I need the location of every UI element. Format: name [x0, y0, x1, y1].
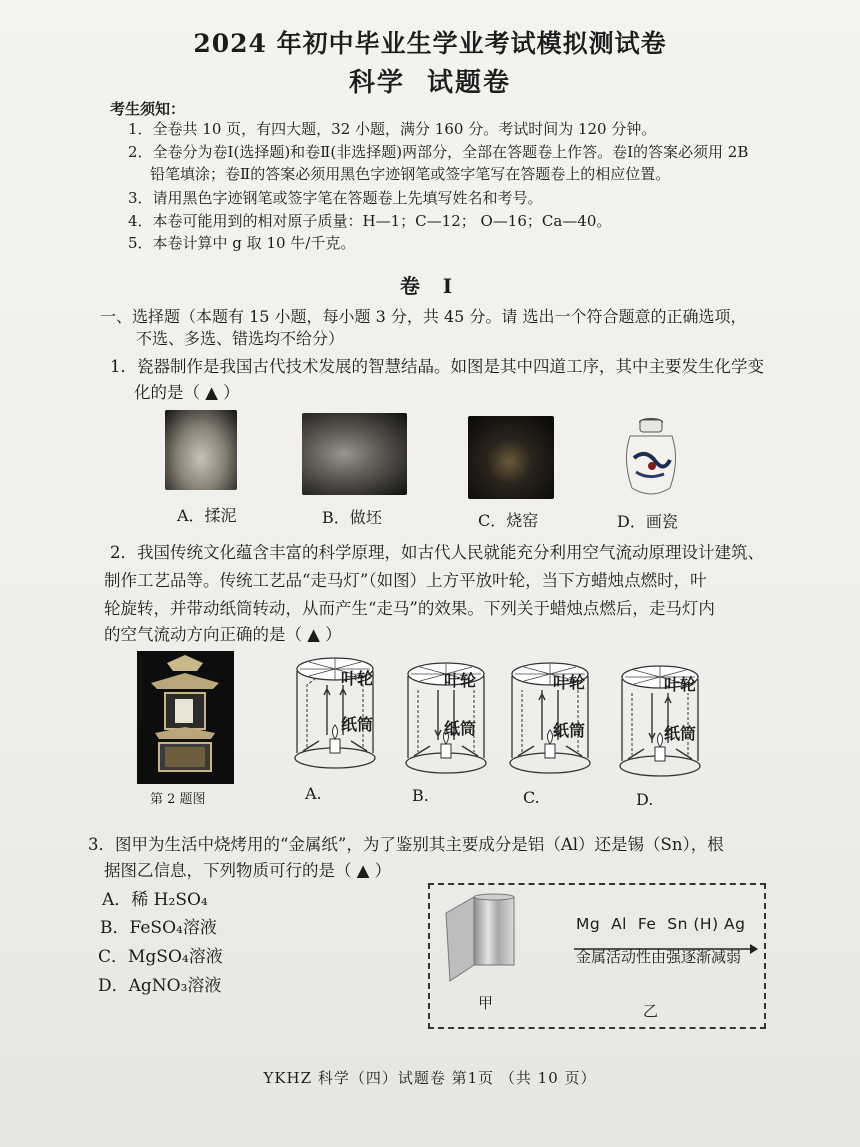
wheel-label-c: 叶轮: [553, 673, 586, 692]
section-heading: 一、选择题（本题有 15 小题，每小题 3 分，共 45 分。请 选出一个符合题意的正确选项，: [100, 307, 747, 326]
activity-caption: 金属活动性由强逐渐减弱: [576, 948, 742, 966]
q2-text: 2．我国传统文化蕴含丰富的科学原理，如古代人民就能充分利用空气流动原理设计建筑、: [110, 543, 764, 562]
wheel-label-d: 叶轮: [664, 675, 697, 694]
q3-text-cont: 据图乙信息，下列物质可行的是（ ▲ ）: [104, 861, 392, 880]
q2-text-cont: 轮旋转，并带动纸筒转动，从而产生“走马”的效果。下列关于蜡烛点燃后，走马灯内: [104, 599, 715, 618]
q3-option-d: D．AgNO₃溶液: [98, 976, 222, 996]
figure-yi-label: 乙: [643, 1002, 659, 1020]
q1-option-b: B．做坯: [322, 508, 382, 527]
section-heading-cont: 不选、多选、错选均不给分）: [136, 329, 345, 348]
q1-option-c: C．烧窑: [478, 511, 539, 530]
q2-option-d: D.: [636, 790, 654, 809]
q3-option-c: C．MgSO₄溶液: [98, 947, 223, 967]
tube-label-a: 纸筒: [341, 715, 374, 734]
q1-option-a: A．揉泥: [177, 506, 237, 525]
q3-text: 3．图甲为生活中烧烤用的“金属纸”，为了鉴别其主要成分是铝（Al）还是锡（Sn），根: [88, 835, 724, 854]
wheel-label-b: 叶轮: [444, 671, 477, 690]
section-title: 卷 Ⅰ: [399, 274, 461, 298]
q3-option-a: A．稀 H₂SO₄: [102, 890, 208, 910]
kiln-photo: [468, 416, 554, 499]
page-footer: YKHZ 科学（四）试题卷 第1页 （共 10 页）: [263, 1069, 597, 1087]
q2-text-cont: 的空气流动方向正确的是（ ▲ ）: [104, 625, 342, 644]
lantern-photo: [137, 651, 234, 784]
notice-heading: 考生须知：: [110, 100, 186, 118]
exam-subtitle: [0, 62, 860, 99]
q3-option-b: B．FeSO₄溶液: [100, 918, 217, 938]
q1-text: 1．瓷器制作是我国古代技术发展的智慧结晶。如图是其中四道工序，其中主要发生化学变: [110, 357, 764, 376]
q2-option-b: B.: [412, 786, 429, 805]
foil-roll-icon: [440, 893, 520, 989]
notice-item: 4．本卷可能用到的相对原子质量：H—1；C—12； O—16；Ca—40。: [128, 212, 612, 230]
notice-item: 3．请用黑色字迹钢笔或签字笔在答题卷上先填写姓名和考号。: [128, 189, 543, 207]
activity-series: Mg Al Fe Sn (H) Ag: [576, 915, 746, 933]
notice-item: 5．本卷计算中 g 取 10 牛/千克。: [128, 234, 356, 252]
tube-label-c: 纸筒: [553, 721, 586, 740]
kneading-photo: [165, 410, 237, 490]
q2-option-c: C.: [523, 788, 540, 807]
wheel-label-a: 叶轮: [341, 669, 374, 688]
shaping-photo: [302, 413, 407, 495]
figure-jia-label: 甲: [478, 994, 494, 1012]
q2-option-a: A.: [305, 784, 322, 803]
notice-item: 1．全卷共 10 页，有四大题，32 小题，满分 160 分。考试时间为 120 分钟。: [128, 120, 657, 138]
tube-label-d: 纸筒: [664, 724, 697, 743]
q1-option-d: D．画瓷: [617, 512, 678, 531]
notice-item: 铅笔填涂；卷Ⅱ的答案必须用黑色字迹钢笔或签字笔写在答题卷上的相应位置。: [150, 165, 671, 183]
subject-label: 科学: [348, 68, 405, 98]
tube-label-b: 纸筒: [444, 719, 477, 738]
q2-text-cont: 制作工艺品等。传统工艺品“走马灯”（如图）上方平放叶轮，当下方蜡烛点燃时，叶: [104, 571, 707, 590]
paper-label: 试题卷: [427, 68, 512, 98]
exam-title: 2024 年初中毕业生学业考试模拟测试卷: [193, 29, 667, 58]
q1-text-cont: 化的是（ ▲ ）: [134, 383, 240, 402]
notice-item: 2．全卷分为卷Ⅰ(选择题)和卷Ⅱ(非选择题)两部分，全部在答题卷上作答。卷Ⅰ的答案必须用 2B: [128, 143, 749, 161]
painted-vase-icon: [612, 410, 690, 502]
q2-photo-caption: 第 2 题图: [150, 792, 206, 807]
